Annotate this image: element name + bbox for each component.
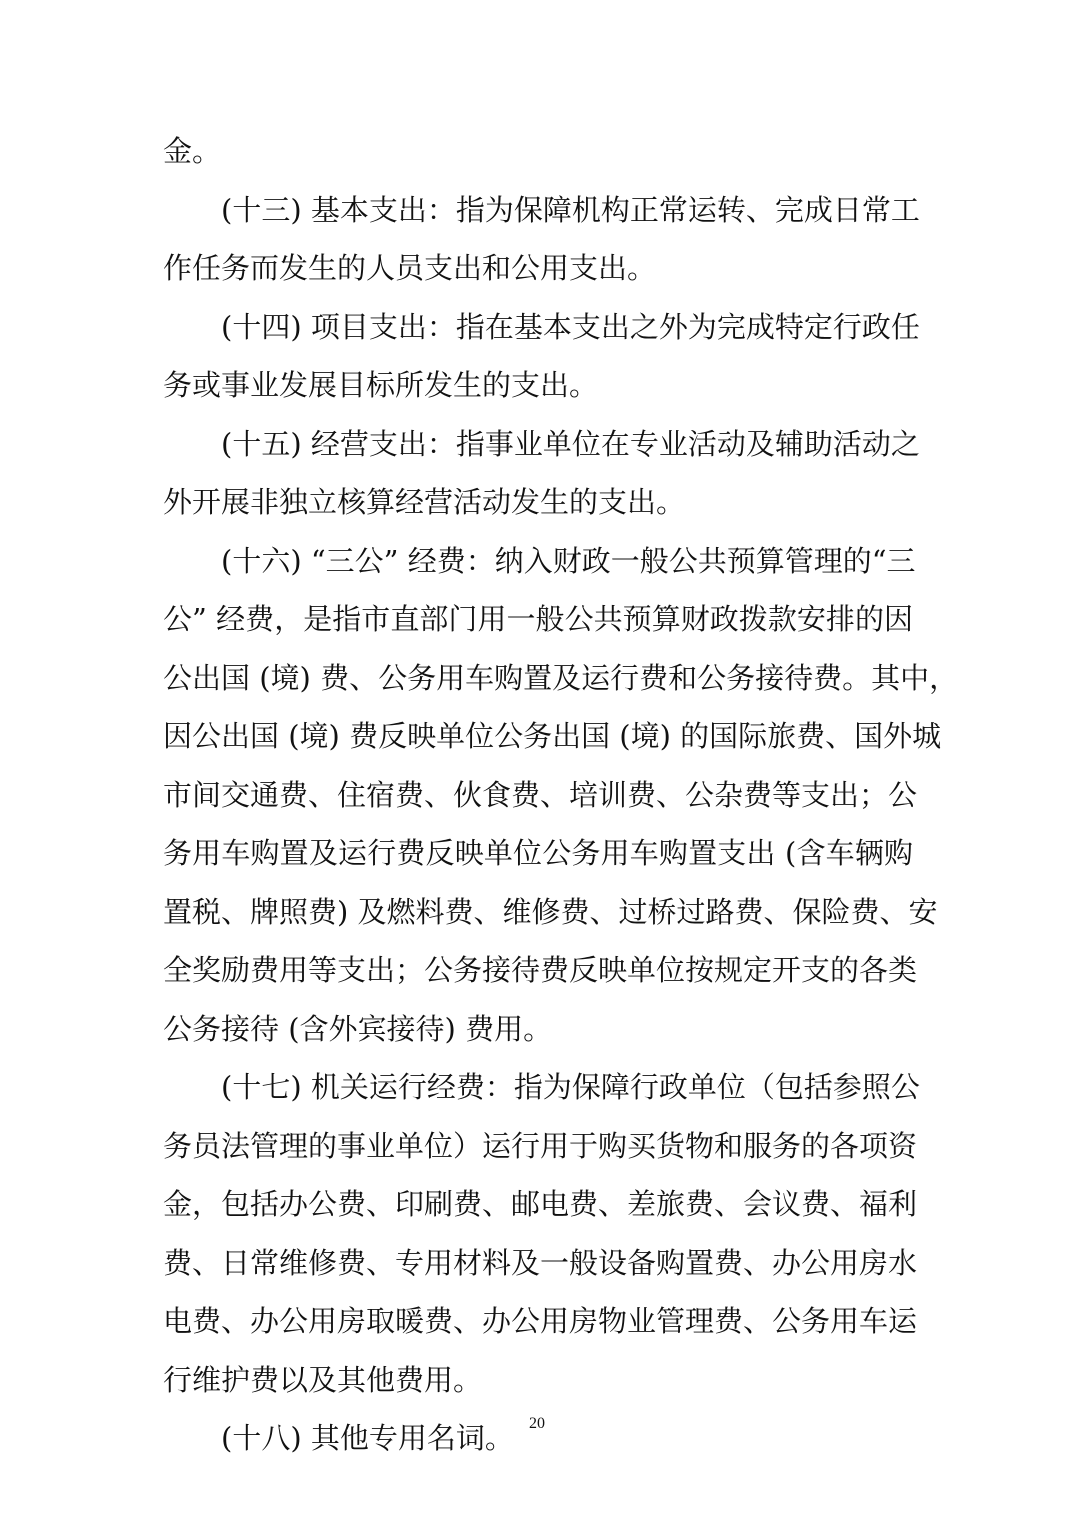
- text-line: 置税、牌照费) 及燃料费、维修费、过桥过路费、保险费、安: [163, 894, 938, 929]
- text-line: (十六) “三公” 经费：纳入财政一般公共预算管理的“三: [221, 543, 916, 578]
- body-text: [163, 122, 959, 1468]
- text-line: (十八) 其他专用名词。: [221, 1421, 514, 1455]
- text-line: 金，包括办公费、印刷费、邮电费、差旅费、会议费、福利: [163, 1187, 918, 1221]
- text-line: 行维护费以及其他费用。: [163, 1362, 483, 1397]
- text-line: 公” 经费，是指市直部门用一般公共预算财政拨款安排的因: [163, 602, 913, 636]
- text-line: 作任务而发生的人员支出和公用支出。: [163, 251, 657, 285]
- text-line: (十四) 项目支出：指在基本支出之外为完成特定行政任: [221, 309, 920, 344]
- text-line: (十七) 机关运行经费：指为保障行政单位（包括参照公: [221, 1070, 920, 1104]
- text-line: 因公出国 (境) 费反映单位公务出国 (境) 的国际旅费、国外城: [163, 719, 942, 753]
- text-line: 公出国 (境) 费、公务用车购置及运行费和公务接待费。其中，: [163, 660, 959, 695]
- text-line: 金。: [163, 134, 222, 168]
- text-line: 务用车购置及运行费反映单位公务用车购置支出 (含车辆购: [163, 836, 913, 870]
- text-line: (十三) 基本支出：指为保障机构正常运转、完成日常工: [221, 192, 920, 227]
- text-line: 全奖励费用等支出；公务接待费反映单位按规定开支的各类: [163, 953, 918, 987]
- text-line: 市间交通费、住宿费、伙食费、培训费、公杂费等支出；公: [163, 777, 918, 812]
- text-line: 务或事业发展目标所发生的支出。: [163, 368, 599, 402]
- text-line: 务员法管理的事业单位）运行用于购买货物和服务的各项资: [163, 1128, 918, 1163]
- text-line: 电费、办公用房取暖费、办公用房物业管理费、公务用车运: [163, 1304, 918, 1338]
- page-number: 20: [529, 1415, 545, 1432]
- text-line: 费、日常维修费、专用材料及一般设备购置费、办公用房水: [163, 1245, 918, 1280]
- text-line: 公务接待 (含外宾接待) 费用。: [163, 1011, 553, 1046]
- text-line: 外开展非独立核算经营活动发生的支出。: [163, 485, 686, 519]
- text-line: (十五) 经营支出：指事业单位在专业活动及辅助活动之: [221, 426, 920, 461]
